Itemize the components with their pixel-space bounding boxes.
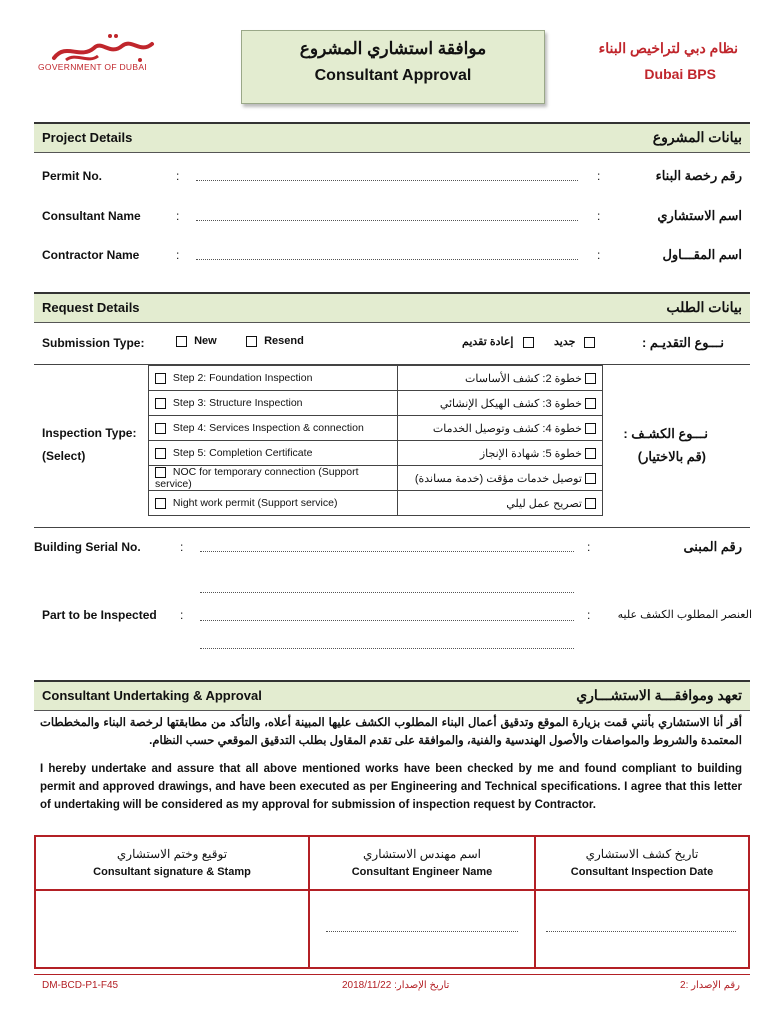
consultant-name-field[interactable] [196,220,578,221]
inspection-row [149,466,603,491]
project-details-title: Project Details [42,130,133,145]
project-details-title-arabic: بيانات المشروع [652,129,742,145]
new-option-label: New [194,335,217,347]
inspection-type-label: Inspection Type: [42,426,137,440]
inspection-row [149,416,603,441]
inspection-option[interactable] [149,491,398,516]
request-details-title: Request Details [42,300,140,315]
new-option-label-arabic: جديد [554,336,576,348]
inspection-select-label: (Select) [42,449,86,463]
inspection-row [149,366,603,391]
inspection-type-table [148,365,603,516]
inspection-option-label-arabic: خطوة 2: كشف الأساسات [465,372,582,385]
undertaking-paragraph-arabic: أقر أنا الاستشاري بأنني قمت بزيارة الموقع وتدقيق أعمال البناء المطلوب الكشف عليها المبينة أعلاه، والتأكد من مطابقتها لرخصة البناء والمخططات المعتمدة والشروط والمواصفات والأصول الهندسية والفنية، والموافقة على تقدم المقاول بطلب التدقيق الموقعي حسب النظام. [40,717,742,747]
permit-no-field[interactable] [196,180,578,181]
inspection-option-label: Step 4: Services Inspection & connection [172,422,364,434]
signature-table [34,835,750,969]
colon: : [587,540,591,554]
inspection-option-arabic[interactable] [398,466,603,491]
inspection-select-label-arabic: (قم بالاختيار) [637,449,706,464]
signature-header [36,837,308,891]
permit-no-label: Permit No. [42,169,103,183]
building-serial-label-arabic: رقم المبنى [683,539,742,554]
part-line-3[interactable] [200,648,574,649]
inspection-option-arabic[interactable] [398,391,603,416]
new-option-arabic[interactable] [554,335,595,348]
checkbox[interactable] [585,448,596,459]
engineer-name-column [310,837,536,967]
submission-type-label-arabic: نـــوع التقديـم : [641,335,724,350]
resend-option-label-arabic: إعادة تقديم [462,336,514,348]
undertaking-title: Consultant Undertaking & Approval [42,688,262,703]
form-title-english: Consultant Approval [314,67,472,84]
inspection-date-field[interactable] [546,931,736,932]
bps-title-english: Dubai BPS [644,66,716,82]
inspection-type-label-arabic: نـــوع الكشـف : [623,426,708,441]
colon: : [597,169,601,183]
form-title-box [241,30,545,104]
colon: : [180,540,184,554]
part-line-1[interactable] [200,592,574,593]
colon: : [597,209,601,223]
request-details-bar [34,292,750,323]
contractor-name-label: Contractor Name [42,248,140,262]
colon: : [597,248,601,262]
engineer-name-header-arabic: اسم مهندس الاستشاري [363,847,481,861]
checkbox[interactable] [585,398,596,409]
government-of-dubai-text: GOVERNMENT OF DUBAI [38,62,147,72]
inspection-option-arabic[interactable] [398,441,603,466]
part-to-be-inspected-label: Part to be Inspected [42,608,157,622]
resend-checkbox-arabic[interactable] [523,337,534,348]
checkbox[interactable] [155,448,166,459]
permit-no-label-arabic: رقم رخصة البناء [655,168,742,183]
inspection-option-label: Step 5: Completion Certificate [172,447,313,459]
signature-header-english: Consultant signature & Stamp [93,866,251,878]
inspection-option-arabic[interactable] [398,366,603,391]
resend-option-arabic[interactable] [462,335,534,348]
inspection-option[interactable] [149,441,398,466]
checkbox[interactable] [585,373,596,384]
checkbox[interactable] [585,473,596,484]
resend-checkbox[interactable] [246,336,257,347]
inspection-option-label: Night work permit (Support service) [172,497,338,509]
inspection-option-label-arabic: خطوة 3: كشف الهيكل الإنشائي [439,397,582,410]
contractor-name-label-arabic: اسم المقـــاول [662,247,742,262]
inspection-option[interactable] [149,366,398,391]
inspection-option-label: NOC for temporary connection (Support service) [155,466,359,490]
new-checkbox[interactable] [176,336,187,347]
inspection-row [149,491,603,516]
inspection-date-header [536,837,748,891]
checkbox[interactable] [155,498,166,509]
resend-option[interactable] [246,335,304,347]
checkbox[interactable] [155,373,166,384]
checkbox[interactable] [155,398,166,409]
inspection-option-label-arabic: توصيل خدمات مؤقت (خدمة مساندة) [414,472,582,485]
inspection-row [149,391,603,416]
signature-header-arabic: توقيع وختم الاستشاري [116,847,228,861]
resend-option-label: Resend [264,335,304,347]
inspection-row [149,441,603,466]
inspection-option-label: Step 3: Structure Inspection [172,397,303,409]
part-to-be-inspected-label-arabic: العنصر المطلوب الكشف عليه [617,609,752,621]
inspection-option-label-arabic: خطوة 4: كشف وتوصيل الخدمات [432,422,582,435]
consultant-name-label: Consultant Name [42,209,141,223]
contractor-name-field[interactable] [196,259,578,260]
checkbox[interactable] [585,498,596,509]
inspection-option-arabic[interactable] [398,416,603,441]
submission-type-label: Submission Type: [42,336,145,350]
inspection-date-column [536,837,748,967]
checkbox[interactable] [155,467,166,478]
engineer-name-header-english: Consultant Engineer Name [351,866,493,878]
signature-column [36,837,310,967]
form-code: DM-BCD-P1-F45 [42,980,119,991]
building-serial-label: Building Serial No. [34,540,141,554]
building-serial-field[interactable] [200,551,574,552]
signature-stamp-area[interactable] [36,891,308,967]
issue-date: 2018/11/22 :تاريخ الإصدار [342,980,450,991]
new-option[interactable] [176,335,217,347]
inspection-option-label-arabic: تصريح عمل ليلي [506,497,582,510]
inspection-date-header-arabic: تاريخ كشف الاستشاري [585,847,699,861]
government-of-dubai-logo [36,30,168,76]
undertaking-title-arabic: تعهد وموافقـــة الاستشـــاري [576,687,742,703]
form-title-arabic: موافقة استشاري المشروع [299,39,487,58]
inspection-option-arabic[interactable] [398,491,603,516]
undertaking-bar [34,680,750,711]
colon: : [176,209,180,223]
colon: : [587,608,591,622]
inspection-date-header-english: Consultant Inspection Date [570,866,714,878]
bps-title-arabic: نظام دبي لتراخيص البناء [598,40,738,56]
footer-line [34,974,750,975]
issue-number: رقم الإصدار :2 [680,980,740,991]
undertaking-paragraph-english: I hereby undertake and assure that all above mentioned works have been checked by me and found compliant to building permit and approved drawings, and have been executed as per Engineering and Technical specifications. I agree that this letter of undertaking will be considered as my approval for submission of inspection request by Contractor. [40,763,742,811]
project-details-bar [34,122,750,153]
checkbox[interactable] [155,423,166,434]
inspection-option[interactable] [149,391,398,416]
colon: : [180,608,184,622]
new-checkbox-arabic[interactable] [584,337,595,348]
colon: : [176,248,180,262]
inspection-option-label-arabic: خطوة 5: شهادة الإنجاز [479,447,582,460]
engineer-name-field[interactable] [326,931,518,932]
consultant-name-label-arabic: اسم الاستشاري [657,208,742,223]
inspection-option[interactable] [149,416,398,441]
inspection-option-label: Step 2: Foundation Inspection [172,372,313,384]
inspection-option[interactable] [149,466,398,491]
request-details-title-arabic: بيانات الطلب [666,299,742,315]
engineer-name-header [310,837,534,891]
checkbox[interactable] [585,423,596,434]
colon: : [176,169,180,183]
part-line-2[interactable] [200,620,574,621]
